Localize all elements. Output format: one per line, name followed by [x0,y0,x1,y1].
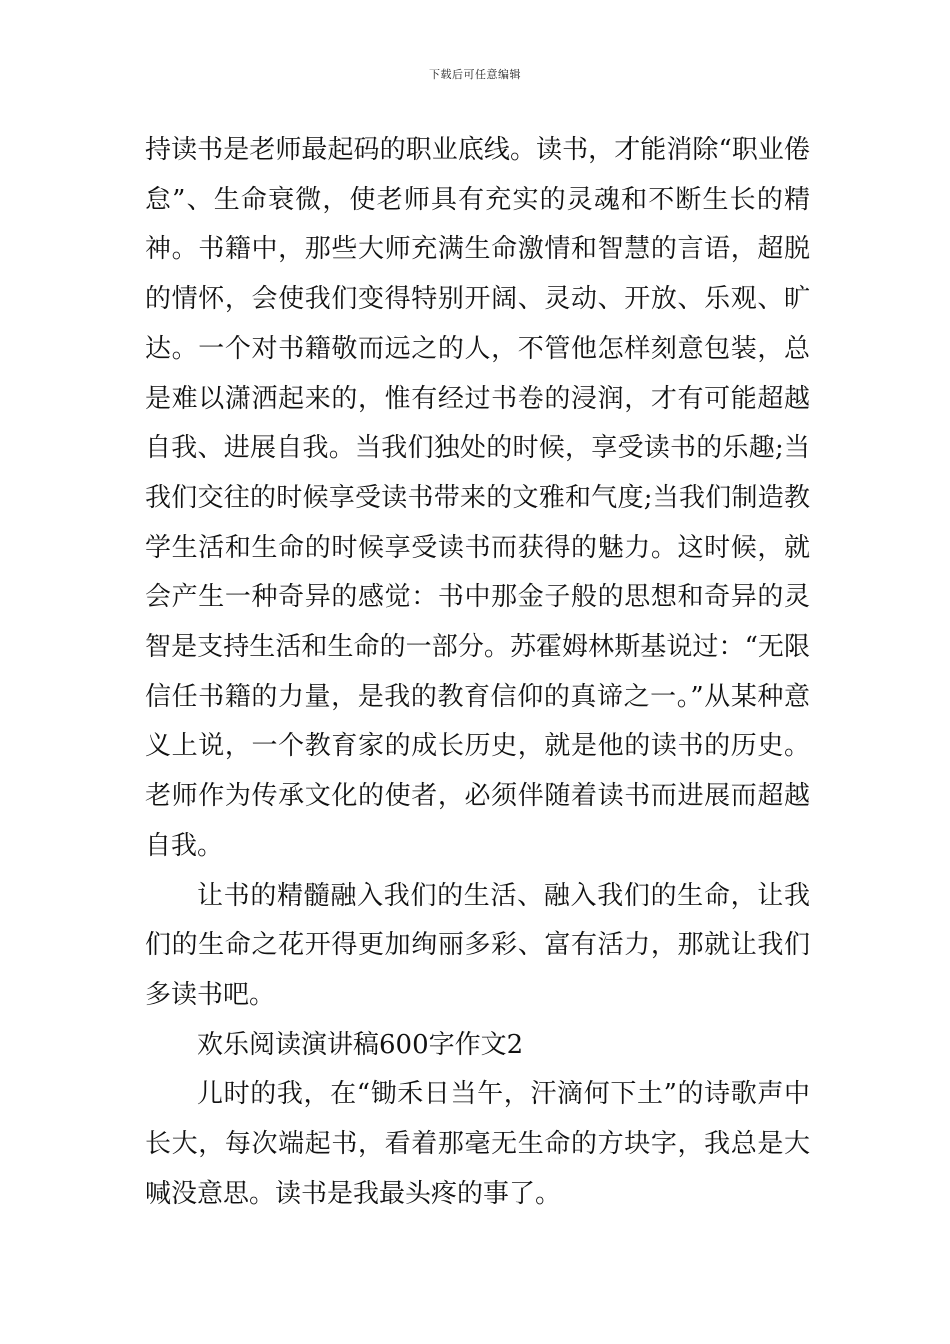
section-heading: 欢乐阅读演讲稿600字作文2 [197,1029,524,1060]
paragraph-childhood: 儿时的我，在“锄禾日当午，汗滴何下土”的诗歌声中长大，每次端起书，看着那毫无生命的方块字，我总是大喊没意思。读书是我最头疼的事了。 [145,1079,810,1209]
document-body [145,126,810,1219]
header-note: 下载后可任意编辑 [429,68,521,81]
paragraph-conclusion: 让书的精髓融入我们的生活、融入我们的生命，让我们的生命之花开得更加绚丽多彩、富有活力，那就让我们多读书吧。 [145,880,810,1010]
paragraph-continued: 持读书是老师最起码的职业底线。读书，才能消除“职业倦怠”、生命衰微，使老师具有充实的灵魂和不断生长的精神。书籍中，那些大师充满生命激情和智慧的言语，超脱的情怀，会使我们变得特别开阔、灵动、开放、乐观、旷达。一个对书籍敬而远之的人，不管他怎样刻意包装，总是难以潇洒起来的，惟有经过书卷的浸润，才有可能超越自我、进展自我。当我们独处的时候，享受读书的乐趣;当我们交往的时候享受读书带来的文雅和气度;当我们制造教学生活和生命的时候享受读书而获得的魅力。这时候，就会产生一种奇异的感觉：书中那金子般的思想和奇异的灵智是支持生活和生命的一部分。苏霍姆林斯基说过：“无限信任书籍的力量，是我的教育信仰的真谛之一。”从某种意义上说，一个教育家的成长历史，就是他的读书的历史。老师作为传承文化的使者，必须伴随着读书而进展而超越自我。 [145,135,810,861]
